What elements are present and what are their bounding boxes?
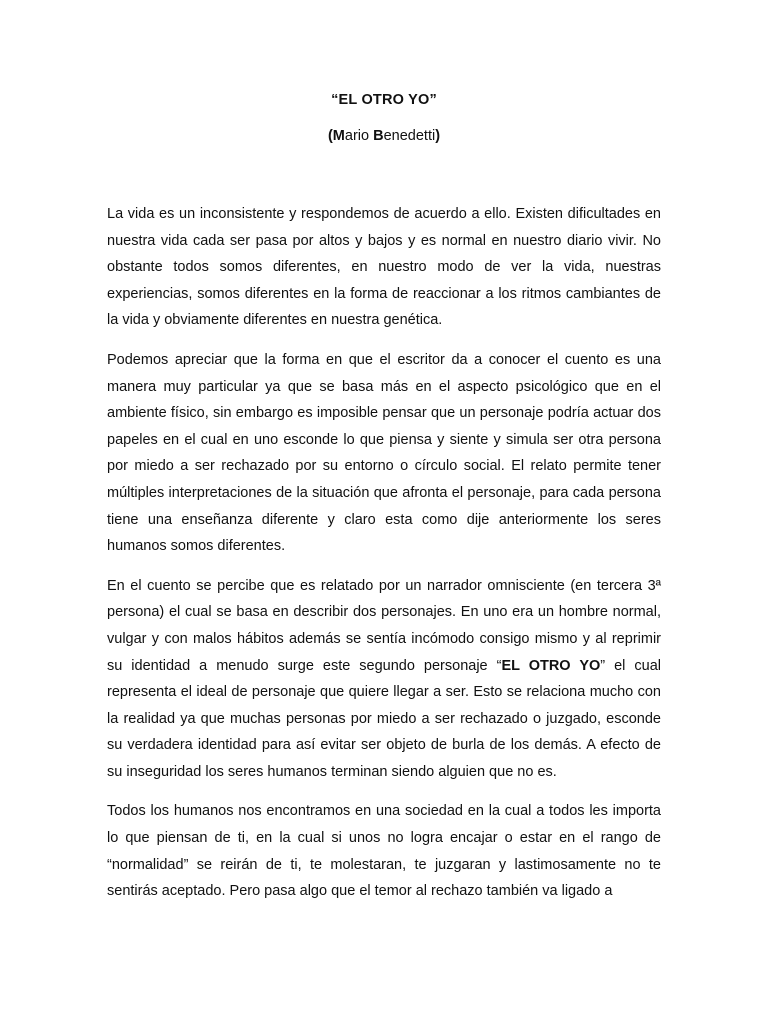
- document-title: “EL OTRO YO”: [331, 92, 437, 108]
- story-title-emphasis: EL OTRO YO: [501, 657, 601, 674]
- author-first-initial: M: [332, 128, 345, 144]
- author-first-rest: ario: [344, 128, 374, 144]
- document-body: [107, 201, 661, 905]
- paragraph-1: La vida es un inconsistente y respondemos de acuerdo a ello. Existen dificultades en nuestra vida cada ser pasa por altos y bajos y es normal en nuestro diario vivir. No obstante todos somos diferentes, en nuestro modo de ver la vida, nuestras experiencias, somos diferentes en la forma de reaccionar a los ritmos cambiantes de la vida y obviamente diferentes en nuestra genética.: [107, 206, 661, 329]
- paragraph-4: Todos los humanos nos encontramos en una sociedad en la cual a todos les importa lo que piensan de ti, en la cual si unos no logra encajar o estar en el rango de “normalidad” se reirán de ti, te molestaran, te juzgaran y lastimosamente no te sentirás aceptado. Pero pasa algo que el temor al rechazo también va ligado a: [107, 803, 661, 900]
- author-open-paren: (: [327, 128, 333, 144]
- document-author: [0, 128, 768, 144]
- author-close-paren: ): [435, 128, 441, 144]
- paragraph-3: [107, 573, 661, 786]
- author-last-initial: B: [373, 128, 384, 144]
- author-last-rest: enedetti: [383, 128, 436, 144]
- paragraph-3-after: ” el cual representa el ideal de personaje que quiere llegar a ser. Esto se relaciona mucho con la realidad ya que muchas personas por miedo a ser rechazado o juzgado, esconde su verdadera identidad para así evitar ser objeto de burla de los demás. A efecto de su inseguridad los seres humanos terminan siendo alguien que no es.: [107, 657, 661, 780]
- paragraph-3-before: En el cuento se percibe que es relatado por un narrador omnisciente (en tercera 3ª persona) el cual se basa en describir dos personajes. En uno era un hombre normal, vulgar y con malos hábitos además se sentía incómodo consigo mismo y al reprimir su identidad a menudo surge este segundo personaje “: [107, 577, 661, 674]
- paragraph-2: Podemos apreciar que la forma en que el escritor da a conocer el cuento es una manera muy particular ya que se basa más en el aspecto psicológico que en el ambiente físico, sin embargo es imposible pensar que un personaje podría actuar dos papeles en el cual en uno esconde lo que piensa y siente y simula ser otra persona por miedo a ser rechazado por su entorno o círculo social. El relato permite tener múltiples interpretaciones de la situación que afronta el personaje, para cada persona tiene una enseñanza diferente y claro esta como dije anteriormente los seres humanos somos diferentes.: [107, 351, 661, 555]
